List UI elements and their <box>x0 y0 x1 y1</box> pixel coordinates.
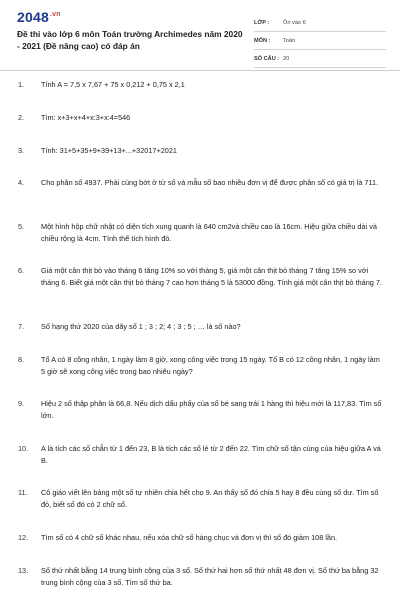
question-number: 6. <box>18 266 25 275</box>
question-text: Số thứ nhất bằng 14 trung bình cộng của 3 số. Số thứ hai hơn số thứ nhất 48 đơn vị. Số thứ ba bằng 32 trung bình cộng của 3 số. Tìm số thứ ba. <box>41 566 379 588</box>
question-item <box>18 321 382 333</box>
question-number: 7. <box>18 322 25 331</box>
question-number: 8. <box>18 355 25 364</box>
question-number: 10. <box>18 444 29 453</box>
logo-name: 2048 <box>17 9 49 25</box>
meta-row-subject <box>254 32 386 50</box>
question-item <box>18 565 382 590</box>
page-header <box>0 0 400 71</box>
question-item <box>18 354 382 379</box>
question-text: Tổ A có 8 công nhân, 1 ngày làm 8 giờ, xong công việc trong 15 ngày. Tổ B có 12 công nhân, 1 ngày làm 5 giờ sẽ xong công việc trong bao nhiêu ngày? <box>41 355 380 377</box>
question-number: 12. <box>18 533 29 542</box>
meta-value: 20 <box>283 55 290 62</box>
meta-row-grade <box>254 14 386 32</box>
question-number: 3. <box>18 146 25 155</box>
question-text: Tìm: x+3+x+4+x:3+x:4=546 <box>41 113 131 122</box>
question-item <box>18 177 382 189</box>
question-item <box>18 145 382 157</box>
question-number: 11. <box>18 488 28 497</box>
question-item <box>18 443 382 468</box>
meta-value: Ôn vào 6 <box>283 19 306 26</box>
meta-key: SỐ CÂU : <box>254 55 280 62</box>
site-logo[interactable] <box>17 9 61 25</box>
question-item <box>18 265 382 290</box>
question-number: 1. <box>18 80 25 89</box>
logo-suffix: .vn <box>49 11 61 19</box>
meta-table <box>254 14 386 68</box>
question-number: 2. <box>18 113 25 122</box>
question-text: Số hạng thứ 2020 của dãy số 1 ; 3 ; 2; 4 ; 3 ; 5 ; … là số nào? <box>41 322 241 331</box>
question-text: Cô giáo viết lên bảng một số tự nhiên chia hết cho 9. An thấy số đó chia 5 hay 8 đều cùng số dư. Tìm số đó, biết số đó có 2 chữ số. <box>41 488 379 510</box>
question-text: Tính: 31+5+35+9+39+13+...+32017+2021 <box>41 146 177 155</box>
meta-key: MÔN : <box>254 37 271 44</box>
question-number: 9. <box>18 399 25 408</box>
meta-key: LỚP : <box>254 19 270 26</box>
question-text: Giá một cân thịt bò vào tháng 6 tăng 10% so với tháng 5, giá một cân thịt bò tháng 7 tăng 15% so với tháng 6. Biết giá một cân thịt bò tháng 7 cao hơn tháng 5 là 53000 đồng. Tính giá một cân thịt bò tháng 7. <box>41 266 382 288</box>
document-title: Đề thi vào lớp 6 môn Toán trường Archimedes năm 2020 - 2021 (Đề nâng cao) có đáp án <box>17 29 243 51</box>
question-item <box>18 398 382 423</box>
question-text: Tìm số có 4 chữ số khác nhau, nếu xóa chữ số hàng chục và đơn vị thì số đó giảm 108 lần. <box>41 533 338 542</box>
question-text: Cho phân số 4937. Phải cùng bớt ở tử số và mẫu số bao nhiêu đơn vị để được phân số có giá trị là 711. <box>41 178 379 187</box>
question-item <box>18 79 382 91</box>
question-item <box>18 221 382 246</box>
question-text: Một hình hộp chữ nhật có diện tích xung quanh là 640 cm2và chiều cao là 16cm. Hiệu giữa chiều dài và chiều rộng là 4cm. Tính thể tích hình đó. <box>41 222 377 244</box>
question-item <box>18 487 382 512</box>
meta-value: Toán <box>283 37 296 44</box>
question-number: 4. <box>18 178 25 187</box>
question-item <box>18 532 382 544</box>
question-text: A là tích các số chẵn từ 1 đến 23, B là tích các số lẻ từ 2 đến 22. Tìm chữ số tận cùng của hiệu giữa A và B. <box>41 444 381 466</box>
question-number: 13. <box>18 566 29 575</box>
meta-row-count <box>254 50 386 68</box>
question-text: Tính A = 7,5 x 7,67 + 75 x 0,212 + 0,75 x 2,1 <box>41 80 185 89</box>
question-item <box>18 112 382 124</box>
question-number: 5. <box>18 222 25 231</box>
question-text: Hiệu 2 số thập phân là 66,8. Nếu dịch dấu phẩy của số bé sang trái 1 hàng thì hiệu mới là 117,83. Tìm số lớn. <box>41 399 382 421</box>
